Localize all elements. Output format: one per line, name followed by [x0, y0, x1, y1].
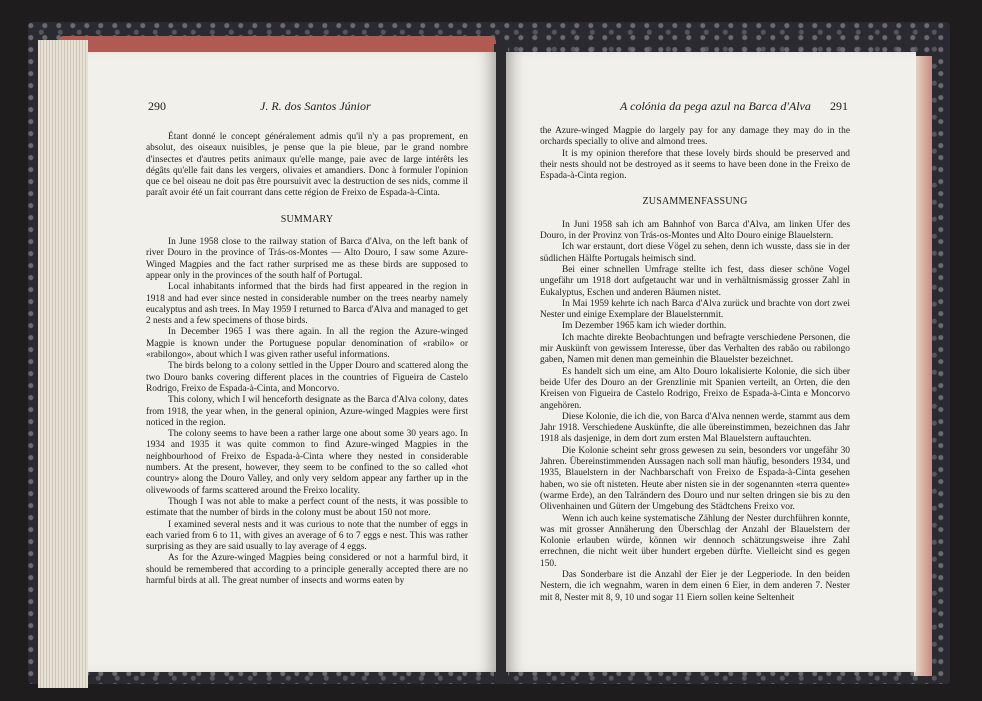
summary-paragraph: The birds belong to a colony settled in the Upper Douro and scattered along the two Douro banks covering different places in the countries of Figueira de Castelo Rodrigo, Freixo de Espada-à-Cinta, and Moncorvo.	[146, 361, 468, 394]
german-paragraph: Das Sonderbare ist die Anzahl der Eier je der Legperiode. In den beiden Nestern, die ich wegnahm, waren in dem einen 6 Eier, in dem anderen 7. Nester mit 8, Nester mit 8, 9, 10 und sogar 11 Eiern sollen keine Seltenheit	[540, 569, 850, 603]
german-paragraph: In Mai 1959 kehrte ich nach Barca d'Alva zurück und brachte von dort zwei Nester und einige Exemplare der Blauelsternmit.	[540, 298, 850, 321]
german-paragraph: Die Kolonie scheint sehr gross gewesen zu sein, besonders vor ungefähr 30 Jahren. Übereinstimmenden Aussagen nach soll man häufig, besonders 1934, und 1935, Blauelstern in der Nachbarschaft von Freixo de Espada-à-Cinta gesehen haben, wo sie oft nisteten. Heute aber nisten sie in der sogenannten «terra quente» (warme Erde), an den Talrändern des Douro und nur selten dringen sie bis zu den Olivenhainen und Gütern der Umgebung des Städtchens Freixo vor.	[540, 445, 850, 513]
right-page	[506, 52, 916, 672]
summary-paragraph: Though I was not able to make a perfect count of the nests, it was possible to estimate that the number of birds in the colony must be about 150 not more.	[146, 496, 468, 519]
german-paragraph: Im Dezember 1965 kam ich wieder dorthin.	[562, 321, 727, 332]
right-body	[540, 126, 850, 604]
summary-paragraph: Local inhabitants informed that the birds had first appeared in the region in 1918 and had ever since nested in considerable number on the trees nearby namely eucalyptus and ash trees. In May 1959 I returned to Barca d'Alva and managed to get 2 nests and a few specimens of those birds.	[146, 282, 468, 327]
summary-heading: SUMMARY	[280, 213, 334, 225]
english-continuation: It is my opinion therefore that these lovely birds should be preserved and their nests should not be destroyed as it seems to have been done in the Freixo de Espada-à-Cinta region.	[540, 148, 850, 182]
english-continuation: the Azure-winged Magpie do largely pay for any damage they may do in the orchards specially to olive and almond trees.	[540, 126, 850, 148]
german-paragraph: Ich war erstaunt, dort diese Vögel zu sehen, denn ich wusste, dass sie in der südlichen Hälfte Portugals heimisch sind.	[540, 242, 850, 264]
zusammenfassung-heading: ZUSAMMENFASSUNG	[642, 196, 748, 208]
german-paragraph: Es handelt sich um eine, am Alto Douro lokalisierte Kolonie, die sich über beide Ufer des Douro an der Grenzlinie mit Spanien verteilt, an Orten, die den Kreisen von Figueira de Castelo Rodrigo, Freixo de Espada-à-Cinta e Moncorvo angehören.	[540, 366, 850, 411]
running-head-left: J. R. dos Santos Júnior	[260, 99, 371, 113]
french-paragraph: Étant donné le concept généralement admis qu'il n'y a pas proprement, en absolut, des oiseaux nuisibles, je pense que la pie bleue, par le grand nombre d'insectes et d'autres petits animaux qu'elle mange, paie avec de large intérêts les dégâts qu'elle fait dans les vergers, olivaies et amandiers. Donc à formuler l'opinion que ce bel oiseau ne doit pas être poursuivit avec la destruction de ses nids, comme il paraît avoir été un fait courrant dans cette région de Freixo de Espada-à-Cinta.	[146, 132, 468, 199]
german-paragraph: Ich machte direkte Beobachtungen und befragte verschiedene Personen, die mir Auskünft von gewissem Interesse, über das Verhalten des rabão ou rabilongo gaben, Namen mit denen man gemeinhin die Blauelster bezeichnet.	[540, 332, 850, 366]
running-head-right: A colónia da pega azul na Barca d'Alva	[620, 99, 811, 113]
left-body	[146, 132, 468, 587]
page-number-right: 291	[830, 99, 848, 113]
page-stack-left	[38, 40, 88, 688]
german-paragraph: Diese Kolonie, die ich die, von Barca d'Alva nennen werde, stammt aus dem Jahr 1918. Verschiedene Auskünfte, die alle übereinstimmen, bezeichnen das Jahr 1918 als dasjenige, in dem dort zum ersten Mal Blauelstern auftauchten.	[540, 411, 850, 445]
summary-paragraph: In December 1965 I was there again. In all the region the Azure-winged Magpie is known under the Portuguese popular denomination of «rabilo» or «rabilongo», about which I was given rather useful informations.	[146, 327, 468, 361]
german-paragraph: Bei einer schnellen Umfrage stellte ich fest, dass dieser schöne Vogel ungefähr um 1918 dort aufgetaucht war und in verhältnismässig grosser Zahl in Eukalyptus, Eschen und anderen Bäumen nistet.	[540, 264, 850, 298]
summary-paragraph: As for the Azure-winged Magpies being considered or not a harmful bird, it should be remembered that according to a principle generally accepted there are no harmful birds at all. The great number of insects and worms eaten by	[146, 553, 468, 586]
german-paragraph: In Juni 1958 sah ich am Bahnhof von Barca d'Alva, am linken Ufer des Douro, in der Provinz von Trás-os-Montes und Alto Douro einige Blauelstern.	[540, 219, 850, 242]
summary-paragraph: I examined several nests and it was curious to note that the number of eggs in each varied from 6 to 11, with gives an average of 6 to 7 eggs e nest. This was rather surprising as they are said usually to lay average of 4 eggs.	[146, 519, 468, 553]
summary-paragraph: This colony, which I wil henceforth designate as the Barca d'Alva colony, dates from 1918, the year when, in the general opinion, Azure-winged Magpies were first noticed in the region.	[146, 395, 468, 428]
left-page	[88, 52, 496, 672]
german-paragraph: Wenn ich auch keine systematische Zählung der Nester durchführen konnte, was mit grosser Annäherung den Überschlag der Anzahl der Blauelstern der Kolonie erlauben würde, können wir dennoch schätzungsweise ihre Zahl errechnen, die nicht weit über hundert ergeben dürfte. Vielleicht sind es gegen 150.	[540, 513, 850, 569]
page-number-left: 290	[148, 99, 166, 113]
summary-paragraph: In June 1958 close to the railway station of Barca d'Alva, on the left bank of river Douro in the province of Trás-os-Montes — Alto Douro, I saw some Azure-Winged Magpies and the fact rather surprised me as these birds are supposed to appear only in the provinces of the south half of Portugal.	[146, 237, 468, 281]
summary-paragraph: The colony seems to have been a rather large one about some 30 years ago. In 1934 and 1935 it was quite common to find Azure-winged Magpies in the neighbourhood of Freixo de Espada-à-Cinta where they nested in considerable numbers. At the present, however, they seem to be confined to the so called «hot country» along the Douro Valley, and only very seldom appear any farther up in the olivewoods of farms scattered around the Freixo locality.	[146, 429, 468, 496]
page-stack-right	[914, 56, 932, 676]
